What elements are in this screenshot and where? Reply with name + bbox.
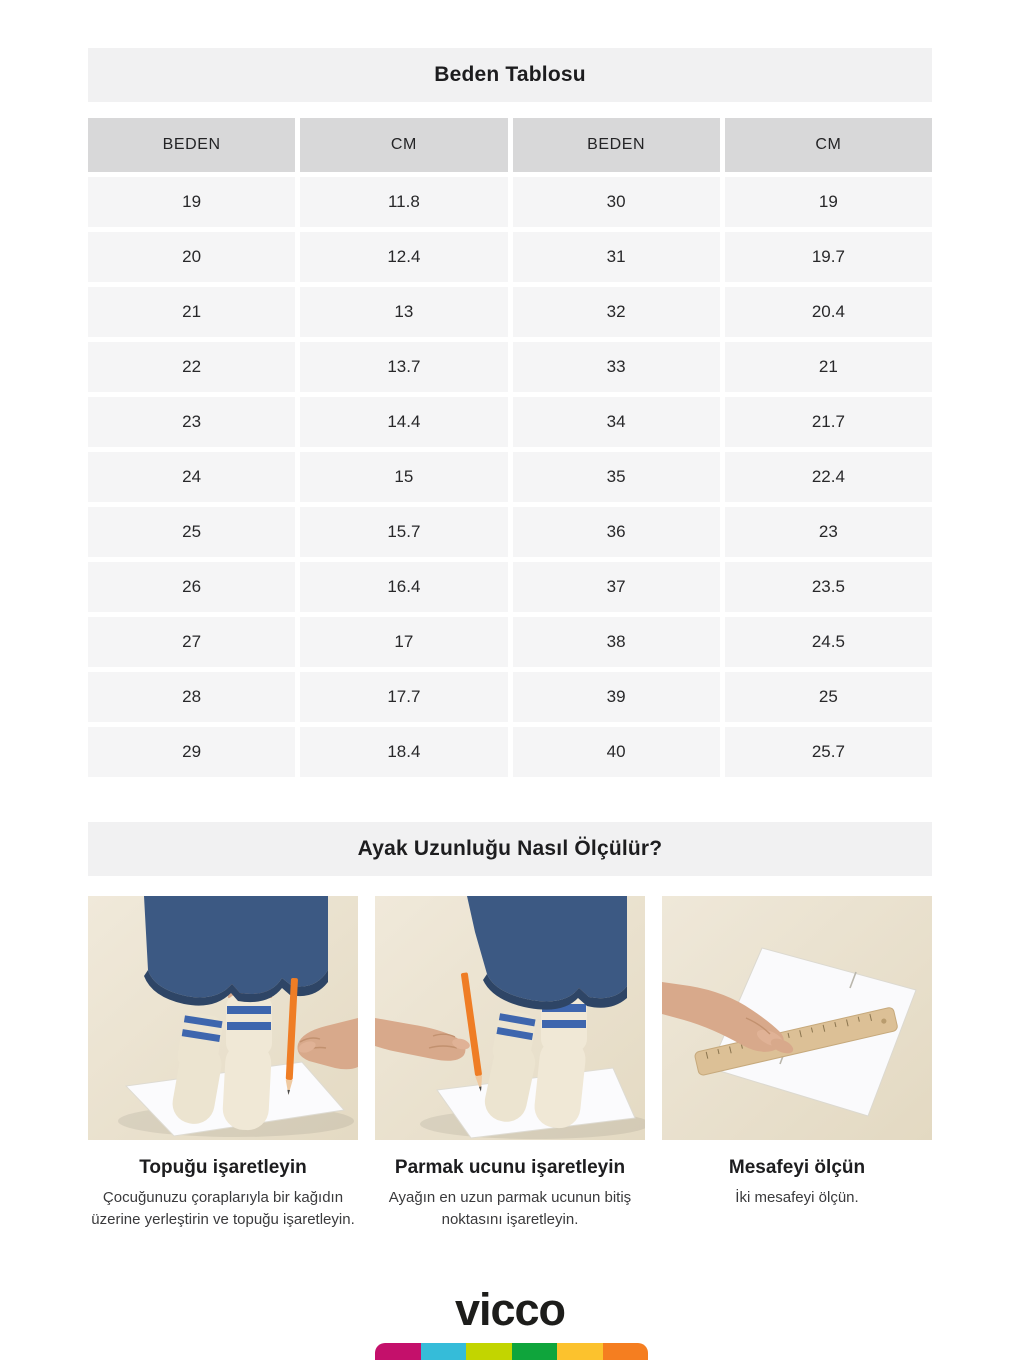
column-header: CM xyxy=(725,118,932,172)
table-cell: 31 xyxy=(513,232,720,282)
table-cell: 21 xyxy=(88,287,295,337)
table-cell: 26 xyxy=(88,562,295,612)
brand-bar-segment xyxy=(512,1343,558,1360)
table-cell: 15.7 xyxy=(300,507,507,557)
brand-bar-segment xyxy=(375,1343,421,1360)
brand-bar-segment xyxy=(603,1343,649,1360)
table-cell: 29 xyxy=(88,727,295,777)
table-cell: 13.7 xyxy=(300,342,507,392)
table-cell: 14.4 xyxy=(300,397,507,447)
table-cell: 32 xyxy=(513,287,720,337)
brand-bar-segment xyxy=(466,1343,512,1360)
table-cell: 25 xyxy=(88,507,295,557)
toe-marking-photo xyxy=(375,896,645,1140)
table-cell: 28 xyxy=(88,672,295,722)
brand-bar-segment xyxy=(557,1343,603,1360)
table-cell: 19 xyxy=(88,177,295,227)
table-cell: 24 xyxy=(88,452,295,502)
table-cell: 18.4 xyxy=(300,727,507,777)
heel-marking-photo xyxy=(88,896,358,1140)
table-cell: 20.4 xyxy=(725,287,932,337)
column-header: BEDEN xyxy=(513,118,720,172)
table-cell: 13 xyxy=(300,287,507,337)
table-cell: 25.7 xyxy=(725,727,932,777)
table-cell: 11.8 xyxy=(300,177,507,227)
step-description: İki mesafeyi ölçün. xyxy=(735,1189,859,1206)
table-cell: 39 xyxy=(513,672,720,722)
table-cell: 36 xyxy=(513,507,720,557)
table-cell: 21 xyxy=(725,342,932,392)
ruler-measuring-photo xyxy=(662,896,932,1140)
table-cell: 17.7 xyxy=(300,672,507,722)
step-toe xyxy=(375,896,645,1231)
table-title: Beden Tablosu xyxy=(434,63,586,86)
brand-logo: vicco xyxy=(454,1284,566,1335)
brand-color-bar xyxy=(375,1343,648,1360)
step-description: Ayağın en uzun parmak ucunun bitiş noktasını işaretleyin. xyxy=(388,1189,632,1228)
table-cell: 33 xyxy=(513,342,720,392)
table-cell: 20 xyxy=(88,232,295,282)
measure-section-banner xyxy=(88,822,932,876)
table-cell: 21.7 xyxy=(725,397,932,447)
table-title-banner xyxy=(88,48,932,102)
table-cell: 23.5 xyxy=(725,562,932,612)
step-heel xyxy=(88,896,358,1231)
table-cell: 23 xyxy=(88,397,295,447)
table-cell: 19 xyxy=(725,177,932,227)
step-heading: Topuğu işaretleyin xyxy=(139,1157,307,1178)
table-cell: 30 xyxy=(513,177,720,227)
step-heading: Parmak ucunu işaretleyin xyxy=(394,1157,626,1178)
table-cell: 23 xyxy=(725,507,932,557)
table-cell: 35 xyxy=(513,452,720,502)
table-cell: 22 xyxy=(88,342,295,392)
table-cell: 12.4 xyxy=(300,232,507,282)
step-heading: Mesafeyi ölçün xyxy=(728,1157,866,1178)
table-cell: 24.5 xyxy=(725,617,932,667)
table-cell: 40 xyxy=(513,727,720,777)
table-cell: 38 xyxy=(513,617,720,667)
column-header: BEDEN xyxy=(88,118,295,172)
measure-steps xyxy=(88,896,932,1231)
measure-section-title: Ayak Uzunluğu Nasıl Ölçülür? xyxy=(357,837,663,860)
step-measure xyxy=(662,896,932,1231)
table-cell: 22.4 xyxy=(725,452,932,502)
step-description: Çocuğunuzu çoraplarıyla bir kağıdın üzerine yerleştirin ve topuğu işaretleyin. xyxy=(91,1189,355,1228)
table-cell: 25 xyxy=(725,672,932,722)
table-cell: 37 xyxy=(513,562,720,612)
table-cell: 17 xyxy=(300,617,507,667)
table-cell: 19.7 xyxy=(725,232,932,282)
table-cell: 27 xyxy=(88,617,295,667)
table-cell: 16.4 xyxy=(300,562,507,612)
brand-bar-segment xyxy=(421,1343,467,1360)
column-header: CM xyxy=(300,118,507,172)
table-cell: 34 xyxy=(513,397,720,447)
size-table xyxy=(88,118,932,777)
table-cell: 15 xyxy=(300,452,507,502)
